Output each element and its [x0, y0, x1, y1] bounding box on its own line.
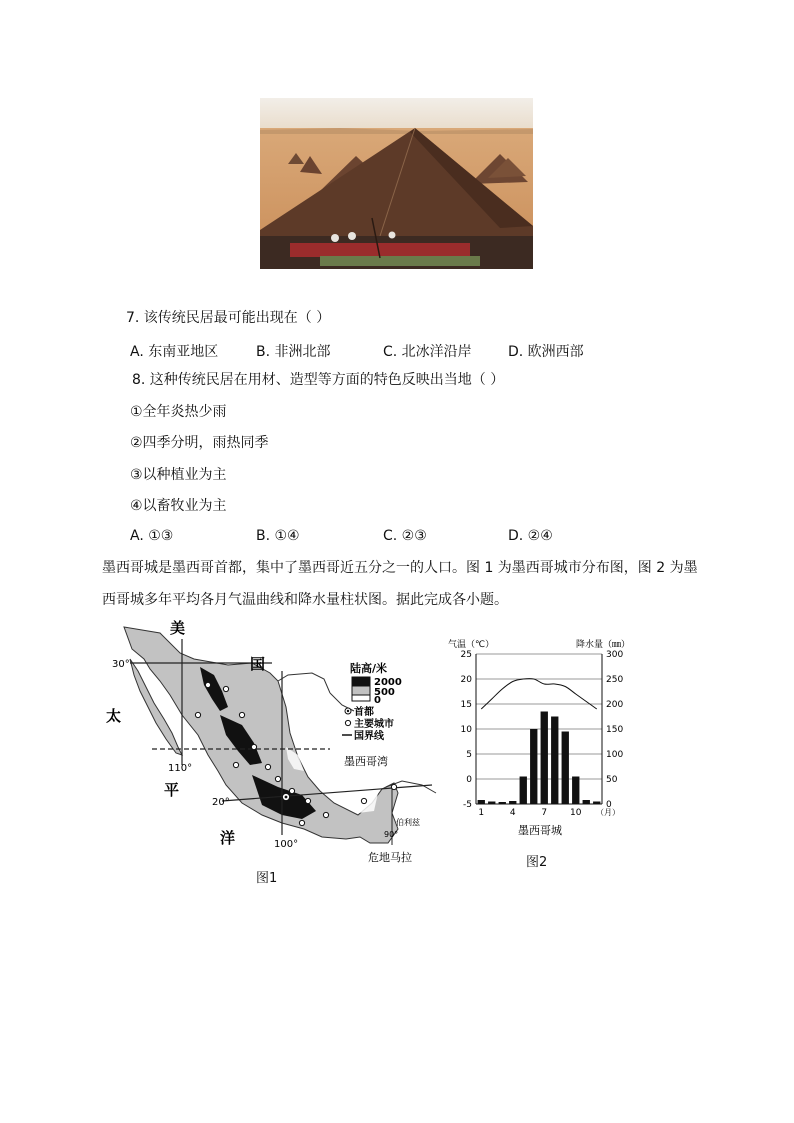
- figure-1-caption: 图1: [256, 871, 278, 886]
- precip-tick-label: 50: [606, 775, 618, 785]
- map-legend: [342, 661, 402, 742]
- precip-bar: [541, 712, 548, 805]
- temp-tick-label: 25: [460, 650, 472, 660]
- left-axis-title: 气温（℃）: [448, 640, 495, 650]
- precip-bar: [551, 717, 558, 805]
- q8-option-c[interactable]: C. ②③: [383, 528, 427, 544]
- svg-text:2000: 2000: [374, 677, 402, 688]
- svg-text:主要城市: 主要城市: [354, 719, 394, 730]
- q8-statement-2: ②四季分明，雨热同季: [130, 435, 269, 451]
- precip-bar: [509, 801, 516, 804]
- label-ping: 平: [164, 781, 180, 799]
- q8-option-b[interactable]: B. ①④: [256, 528, 300, 544]
- q8-statement-1: ①全年炎热少雨: [130, 404, 227, 420]
- temperature-curve: [481, 679, 597, 709]
- precip-bar: [562, 732, 569, 805]
- precip-tick-label: 200: [606, 700, 624, 710]
- gulf-coastline: [278, 673, 330, 693]
- question-8-stem: 8. 这种传统民居在用材、造型等方面的特色反映出当地（ ）: [132, 372, 505, 388]
- temp-tick-label: -5: [463, 800, 472, 810]
- temp-tick-label: 5: [466, 750, 472, 760]
- label-gulf: 墨西哥湾: [344, 755, 388, 768]
- month-tick-label: 10: [570, 808, 582, 818]
- temp-tick-label: 15: [460, 700, 472, 710]
- precip-tick-label: 300: [606, 650, 624, 660]
- month-tick-label: 7: [541, 808, 548, 818]
- question-7-stem: 7. 该传统民居最可能出现在（ ）: [126, 310, 331, 326]
- q8-statement-3: ③以种植业为主: [130, 467, 227, 483]
- svg-text:首都: 首都: [354, 707, 374, 718]
- intro-line-1: 墨西哥城是墨西哥首都，集中了墨西哥近五分之一的人口。图 1 为墨西哥城市分布图，图 2 为墨: [102, 560, 698, 576]
- chart-city-label: 墨西哥城: [518, 824, 562, 837]
- figure-1-map: [102, 615, 442, 875]
- figure-2-caption: 图2: [526, 855, 548, 870]
- label-mei: 美: [170, 619, 186, 637]
- precip-tick-label: 250: [606, 675, 624, 685]
- month-unit-label: （月）: [596, 808, 620, 817]
- q7-option-b[interactable]: B. 非洲北部: [256, 344, 331, 360]
- figure-2-climate-chart: [444, 636, 636, 846]
- precip-tick-label: 150: [606, 725, 624, 735]
- desert-tent-photo: [260, 98, 533, 269]
- label-yang: 洋: [220, 829, 236, 847]
- svg-text:0: 0: [374, 695, 381, 706]
- capital-marker: [282, 793, 289, 800]
- precip-bar: [520, 777, 527, 805]
- right-axis-title: 降水量（㎜）: [575, 640, 630, 650]
- q8-option-a[interactable]: A. ①③: [130, 528, 174, 544]
- label-tai: 太: [106, 707, 122, 725]
- svg-text:500: 500: [374, 687, 395, 698]
- label-lat-30: 30°: [112, 659, 130, 670]
- temp-tick-label: 10: [460, 725, 472, 735]
- label-lon-110: 110°: [168, 763, 193, 774]
- precip-bar: [572, 777, 579, 805]
- q7-option-d[interactable]: D. 欧洲西部: [508, 344, 584, 360]
- precip-bar: [499, 802, 506, 804]
- precip-tick-label: 0: [606, 800, 612, 810]
- temp-tick-label: 20: [460, 675, 472, 685]
- precip-bar: [593, 802, 600, 805]
- precip-bar: [488, 802, 495, 805]
- us-coastline: [330, 693, 354, 711]
- precip-bar: [478, 800, 485, 804]
- label-guatemala: 危地马拉: [368, 851, 412, 864]
- precip-bar: [583, 800, 590, 804]
- intro-line-2: 西哥城多年平均各月气温曲线和降水量柱状图。据此完成各小题。: [102, 592, 508, 608]
- svg-text:陆高/米: 陆高/米: [350, 662, 388, 675]
- label-belize: 伯利兹: [396, 818, 420, 827]
- q7-option-c[interactable]: C. 北冰洋沿岸: [383, 344, 472, 360]
- precip-tick-label: 100: [606, 750, 624, 760]
- label-guo: 国: [250, 655, 266, 673]
- label-lon-90: 90°: [384, 830, 399, 839]
- precip-bar: [530, 729, 537, 804]
- q7-option-a[interactable]: A. 东南亚地区: [130, 344, 219, 360]
- q8-statement-4: ④以畜牧业为主: [130, 498, 227, 514]
- label-lat-20: 20°: [212, 797, 230, 808]
- month-tick-label: 1: [478, 808, 485, 818]
- svg-text:国界线: 国界线: [354, 731, 384, 742]
- temp-tick-label: 0: [466, 775, 472, 785]
- month-tick-label: 4: [509, 808, 516, 818]
- label-lon-100: 100°: [274, 839, 299, 850]
- q8-option-d[interactable]: D. ②④: [508, 528, 553, 544]
